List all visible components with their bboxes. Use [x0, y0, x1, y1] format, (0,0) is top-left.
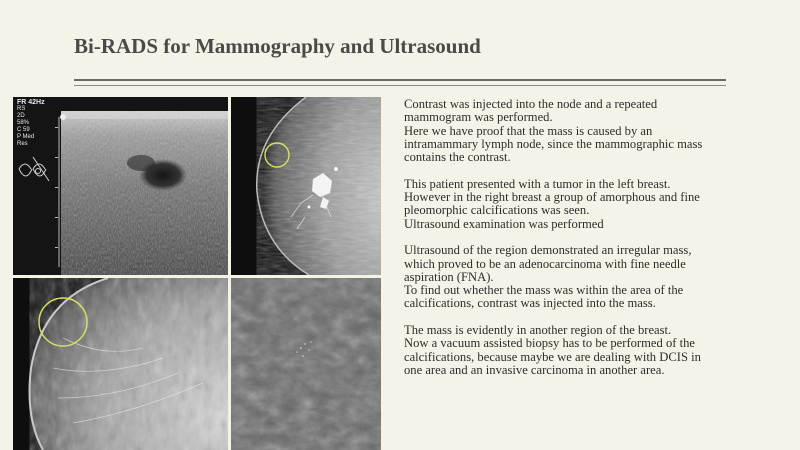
case-description: [404, 98, 784, 377]
paragraph-2: [404, 178, 784, 231]
us-p: P Med: [17, 134, 35, 140]
us-rs: RS: [17, 106, 26, 112]
us-gain: 58%: [17, 120, 30, 126]
paragraph-1: [404, 98, 784, 164]
text-line: contains the contrast.: [404, 150, 511, 165]
paragraph-4: [404, 324, 784, 377]
ultrasound-overlay-text: [17, 99, 45, 148]
text-line: Ultrasound examination was performed: [404, 216, 604, 231]
us-res: Res: [17, 141, 28, 147]
us-mode: 2D: [17, 113, 25, 119]
text-line: one area and an invasive carcinoma in another area.: [404, 362, 665, 377]
title-rule: [74, 79, 726, 81]
text-line: Now a vacuum assisted biopsy has to be performed of the: [404, 336, 695, 351]
us-frame-rate: FR 42Hz: [17, 99, 45, 106]
text-line: pleomorphic calcifications was seen.: [404, 203, 590, 218]
text-line: This patient presented with a tumor in the left breast.: [404, 176, 671, 191]
slide-title: Bi-RADS for Mammography and Ultrasound: [74, 34, 481, 58]
text-line: mammogram was performed.: [404, 110, 553, 125]
mammogram-contrast-image: [231, 97, 381, 275]
text-line: aspiration (FNA).: [404, 269, 494, 284]
ultrasound-graphic: [13, 97, 228, 275]
text-line: However in the right breast a group of amorphous and fine: [404, 190, 700, 205]
text-line: calcifications, contrast was injected into the mass.: [404, 296, 656, 311]
text-line: Here we have proof that the mass is caused by an: [404, 123, 653, 138]
text-line: Ultrasound of the region demonstrated an irregular mass,: [404, 243, 692, 258]
text-line: The mass is evidently in another region of the breast.: [404, 323, 672, 338]
mammogram-magnified-image: [231, 278, 381, 450]
text-line: Contrast was injected into the node and a repeated: [404, 97, 658, 111]
paragraph-3: [404, 244, 784, 310]
text-line: To find out whether the mass was within the area of the: [404, 283, 684, 298]
mammogram-overview-image: [13, 278, 228, 450]
text-line: calcifications, because maybe we are dealing with DCIS in: [404, 349, 701, 364]
text-line: which proved to be an adenocarcinoma with fine needle: [404, 256, 686, 271]
us-c: C 59: [17, 127, 30, 133]
ultrasound-image: [13, 97, 228, 275]
text-line: intramammary lymph node, since the mammographic mass: [404, 136, 703, 151]
title-rule-thin: [74, 85, 726, 86]
